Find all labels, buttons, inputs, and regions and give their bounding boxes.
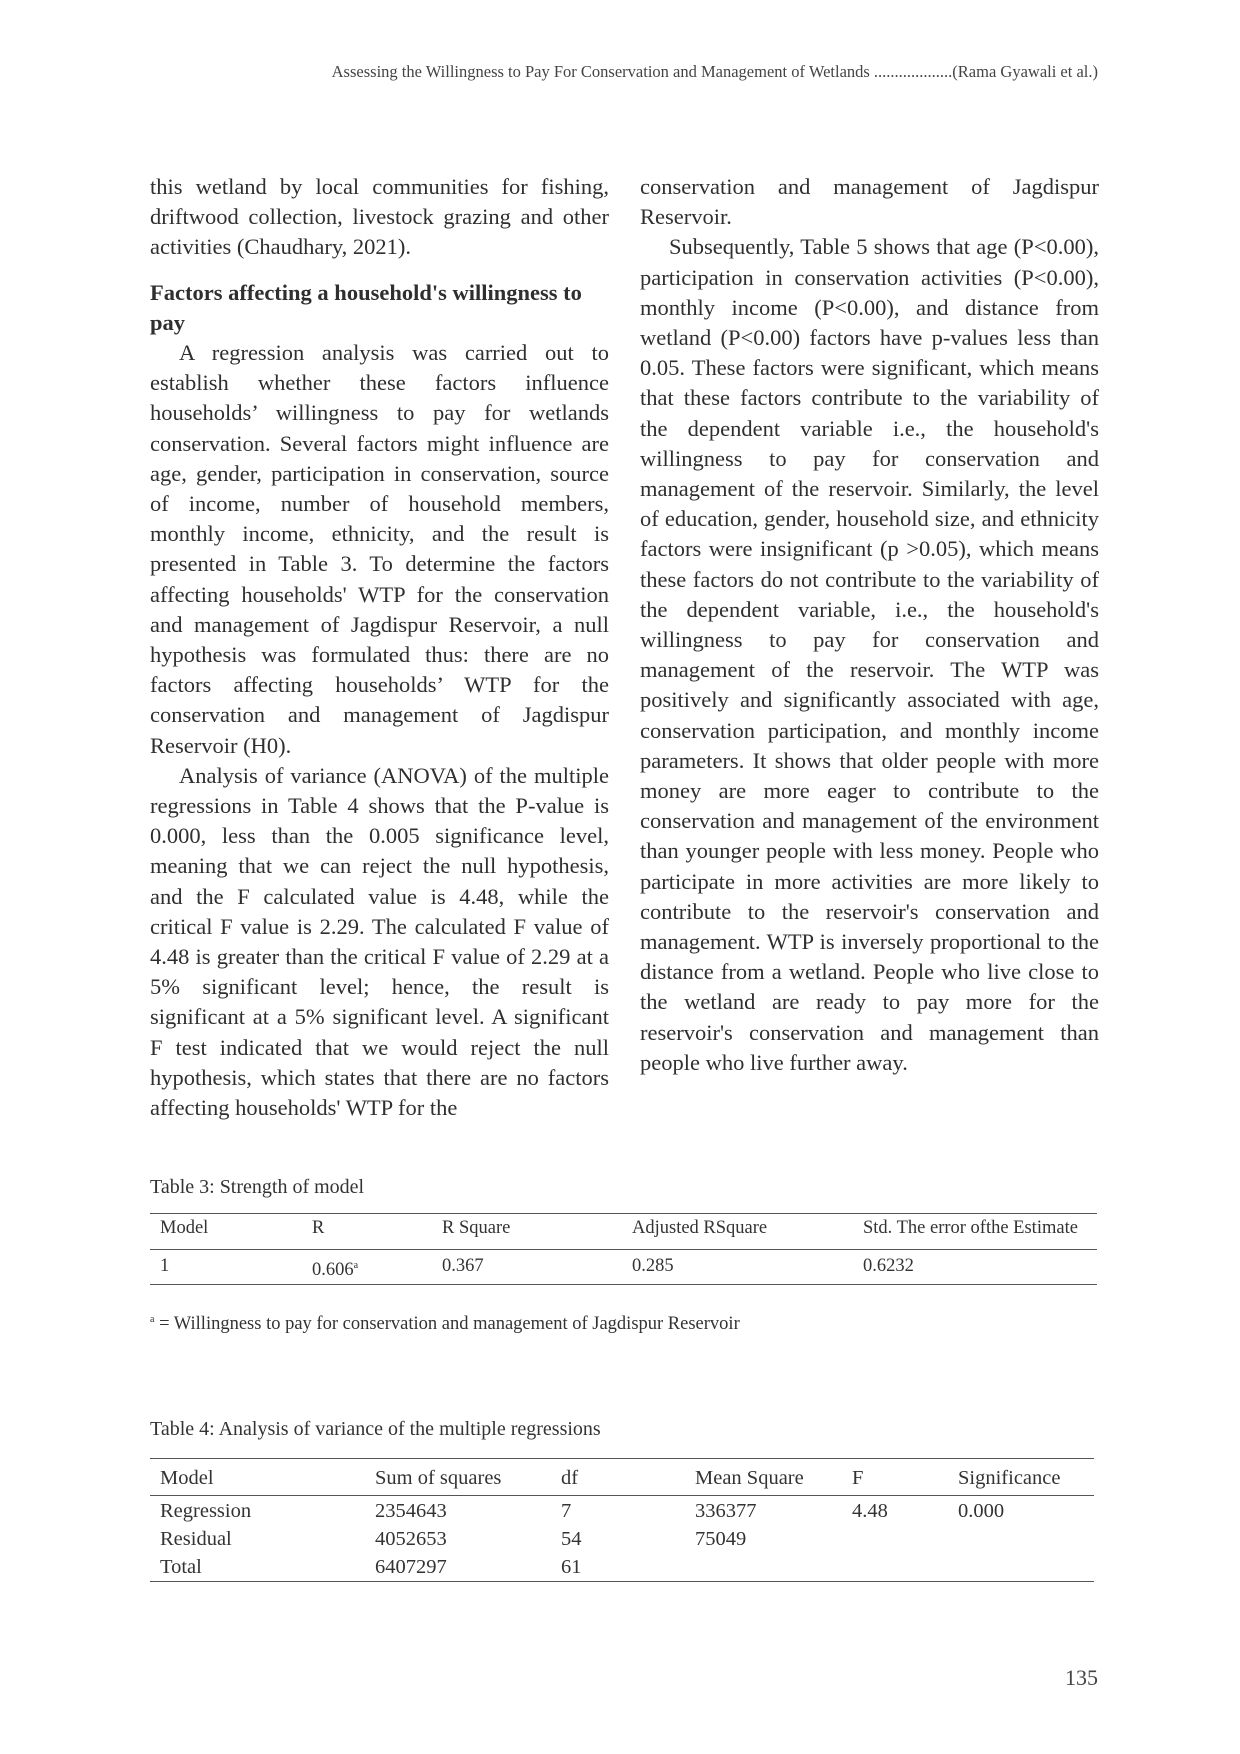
table-cell: 6407297 (375, 1556, 447, 1578)
footnote-text: = Willingness to pay for conservation and management of Jagdispur Reservoir (154, 1314, 740, 1335)
table-header-row (150, 1214, 1097, 1250)
column-header: R Square (442, 1218, 511, 1238)
table-cell: Total (160, 1556, 202, 1578)
body-paragraph: A regression analysis was carried out to establish whether these factors influence households’ willingness to pay for wetlands conservation. Several factors might influence are age, gender, participation in conservation, source of income, number of household members, monthly income, ethnicity, and the result is presented in Table 3. To determine the factors affecting households' WTP for the conservation and management of Jagdispur Reservoir, a null hypothesis was formulated thus: there are no factors affecting households’ WTP for the conservation and management of Jagdispur Reservoir (H0). (150, 340, 609, 758)
table-cell (685, 1553, 842, 1582)
column-header: Sum of squares (375, 1467, 502, 1489)
table-cell: 336377 (695, 1500, 757, 1522)
table-row (150, 1553, 1094, 1582)
footnote-mark: a (150, 1314, 155, 1325)
table-cell: 0.285 (632, 1256, 674, 1276)
table3-caption: Table 3: Strength of model (150, 1176, 365, 1198)
page-number: 135 (1065, 1665, 1098, 1690)
table-row (150, 1525, 1094, 1553)
table-cell: 61 (561, 1556, 582, 1578)
right-column (640, 172, 1099, 1078)
table-cell (842, 1553, 948, 1582)
body-paragraph: Analysis of variance (ANOVA) of the multiple regressions in Table 4 shows that the P-value is 0.000, less than the 0.005 significance level, meaning that we can reject the null hypothesis, and the F calculated value is 4.48, while the critical F value is 2.29. The calculated F value of 4.48 is greater than the critical F value of 2.29 at a 5% significant level; hence, the result is significant at a 5% significant level. A significant F test indicated that we would reject the null hypothesis, which states that there are no factors affecting households' WTP for the (150, 762, 609, 1121)
table-row (150, 1250, 1097, 1285)
table-cell: 0.367 (442, 1256, 484, 1276)
table-header-row (150, 1459, 1094, 1496)
table3-footnote (150, 1314, 740, 1335)
table-cell: 0.6232 (863, 1256, 914, 1276)
table-cell (948, 1553, 1094, 1582)
table-cell: Regression (160, 1500, 252, 1522)
table4-caption: Table 4: Analysis of variance of the multiple regressions (150, 1418, 601, 1440)
model-strength-table (150, 1213, 1097, 1285)
table-cell (948, 1525, 1094, 1553)
table-cell (842, 1525, 948, 1553)
running-head: Assessing the Willingness to Pay For Conservation and Management of Wetlands ...................(Rama Gyawali et al.) (331, 62, 1098, 81)
table-cell: 4.48 (852, 1500, 888, 1522)
column-header: R (312, 1218, 325, 1238)
table-row (150, 1496, 1094, 1526)
body-paragraph: Subsequently, Table 5 shows that age (P<0.00), participation in conservation activities (P<0.00), monthly income (P<0.00), and distance from wetland (P<0.00) factors have p-values less than 0.05. These factors were significant, which means that these factors contribute to the variability of the dependent variable i.e., the household's willingness to pay for conservation and management of the reservoir. Similarly, the level of education, gender, household size, and ethnicity factors were insignificant (p >0.05), which means these factors do not contribute to the variability of the dependent variable, i.e., the household's willingness to pay for conservation and management of the reservoir. The WTP was positively and significantly associated with age, conservation participation, and monthly income parameters. It shows that older people with more money are more eager to contribute to the conservation and management of the environment than younger people with less money. People who participate in more activities are more likely to contribute to the reservoir's conservation and management. WTP is inversely proportional to the distance from a wetland. People who live close to the wetland are ready to pay more for the reservoir's conservation and management than people who live further away. (640, 234, 1099, 1075)
table-cell: 75049 (695, 1528, 747, 1550)
column-header: Adjusted RSquare (632, 1218, 768, 1238)
table-cell: 2354643 (375, 1500, 447, 1522)
column-header: Model (160, 1218, 209, 1238)
column-header: Mean Square (695, 1467, 804, 1489)
table-cell: 54 (561, 1528, 582, 1550)
column-header: F (852, 1467, 864, 1489)
column-header: Std. The error ofthe Estimate (863, 1218, 1078, 1238)
r-value: 0.606 (312, 1260, 354, 1281)
table-cell: 0.000 (958, 1500, 1005, 1522)
body-paragraph: this wetland by local communities for fishing, driftwood collection, livestock grazing and other activities (Chaudhary, 2021). (150, 174, 609, 260)
column-header: Significance (958, 1467, 1061, 1489)
superscript-mark: a (353, 1260, 359, 1271)
anova-table (150, 1458, 1094, 1582)
body-paragraph: conservation and management of Jagdispur Reservoir. (640, 174, 1099, 230)
section-heading: Factors affecting a household's willingness to pay (150, 279, 582, 335)
table-cell: 1 (160, 1256, 170, 1276)
table-cell: 7 (561, 1500, 572, 1522)
table-cell: Residual (160, 1528, 232, 1550)
table-cell: 4052653 (375, 1528, 447, 1550)
column-header: df (561, 1467, 579, 1489)
left-column (150, 172, 609, 1123)
column-header: Model (160, 1467, 214, 1489)
table-cell (302, 1250, 432, 1285)
